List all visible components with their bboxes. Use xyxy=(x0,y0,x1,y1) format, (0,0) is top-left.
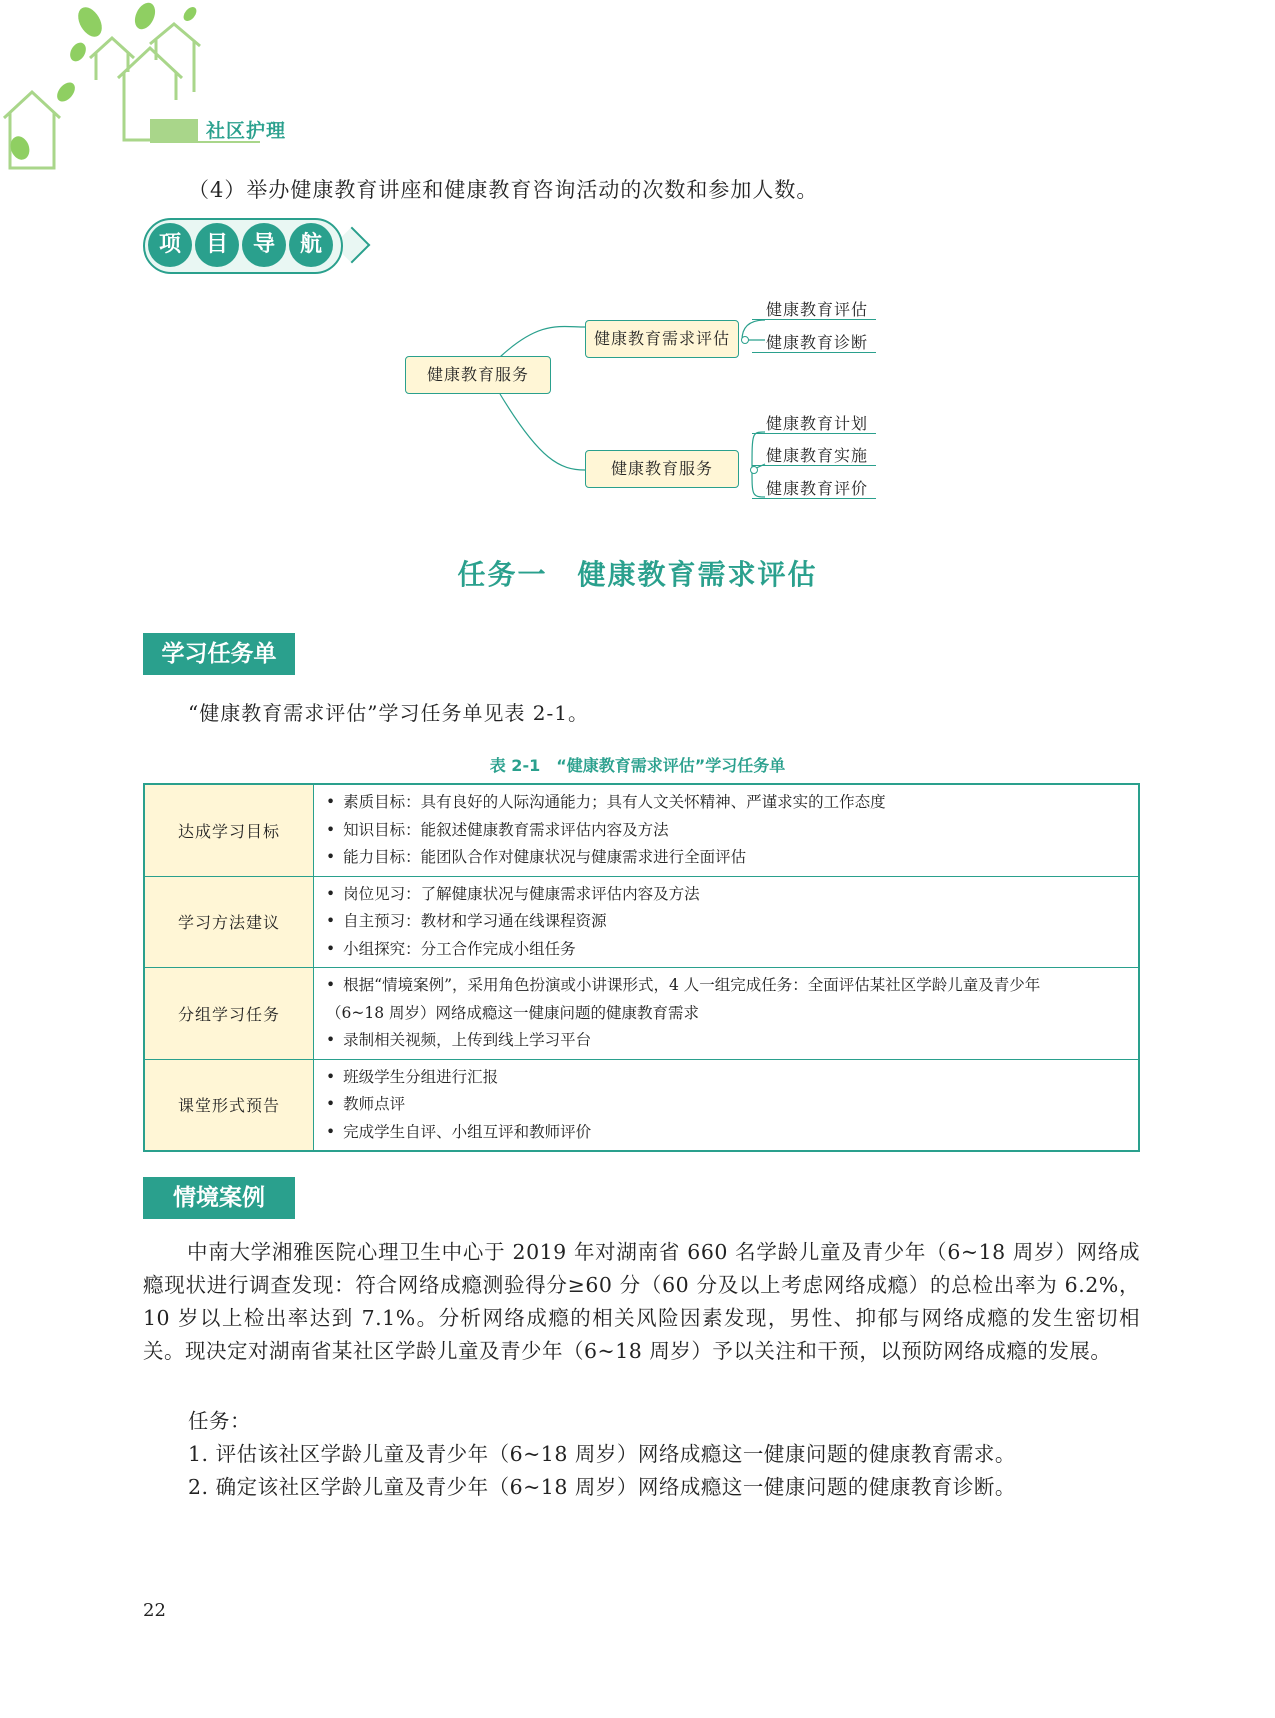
row-item: • 知识目标：能叙述健康教育需求评估内容及方法 xyxy=(326,817,1128,845)
mindmap-leaf-underline xyxy=(752,319,876,320)
nav-char: 航 xyxy=(289,223,333,267)
row-content xyxy=(314,968,1140,1060)
table-row xyxy=(144,968,1139,1060)
study-intro: “健康教育需求评估”学习任务单见表 2-1。 xyxy=(188,701,590,725)
case-task-item: 1. 评估该社区学龄儿童及青少年（6~18 周岁）网络成瘾这一健康问题的健康教育需求。 xyxy=(188,1442,1016,1466)
mindmap-branch-service: 健康教育服务 xyxy=(585,450,739,488)
row-content xyxy=(314,876,1140,968)
nav-char: 导 xyxy=(242,223,286,267)
row-item: • 岗位见习：了解健康状况与健康需求评估内容及方法 xyxy=(326,881,1128,909)
row-item: • 根据“情境案例”，采用角色扮演或小讲课形式，4 人一组完成任务：全面评估某社区学龄儿童及青少年 xyxy=(326,972,1128,1000)
mindmap-branch-needs-assessment: 健康教育需求评估 xyxy=(585,320,739,358)
row-label: 达成学习目标 xyxy=(144,784,314,876)
intro-line: （4）举办健康教育讲座和健康教育咨询活动的次数和参加人数。 xyxy=(188,178,819,202)
page-number: 22 xyxy=(143,1600,166,1621)
table-caption: 表 2-1 “健康教育需求评估”学习任务单 xyxy=(489,756,786,775)
row-label: 分组学习任务 xyxy=(144,968,314,1060)
mindmap-connectors xyxy=(0,0,1275,520)
row-item-continuation: （6~18 周岁）网络成瘾这一健康问题的健康教育需求 xyxy=(326,1003,700,1022)
mindmap-leaf-underline xyxy=(752,433,876,434)
row-item: • 完成学生自评、小组互评和教师评价 xyxy=(326,1119,1128,1147)
table-row xyxy=(144,876,1139,968)
row-label: 课堂形式预告 xyxy=(144,1059,314,1151)
study-task-table xyxy=(143,783,1140,1152)
mindmap-leaf-underline xyxy=(752,498,876,499)
mindmap-leaf-underline xyxy=(752,352,876,353)
row-content xyxy=(314,1059,1140,1151)
mindmap-leaf: 健康教育评估 xyxy=(766,300,869,319)
task-title: 任务一 健康教育需求评估 xyxy=(457,558,818,591)
mindmap-root: 健康教育服务 xyxy=(405,356,551,394)
row-item: • 自主预习：教材和学习通在线课程资源 xyxy=(326,908,1128,936)
row-item: • 教师点评 xyxy=(326,1091,1128,1119)
row-item: • 录制相关视频，上传到线上学习平台 xyxy=(326,1027,1128,1055)
nav-char: 目 xyxy=(195,223,239,267)
mindmap-leaf-underline xyxy=(752,465,876,466)
table-row xyxy=(144,784,1139,876)
row-item: • 能力目标：能团队合作对健康状况与健康需求进行全面评估 xyxy=(326,844,1128,872)
row-item: • 班级学生分组进行汇报 xyxy=(326,1064,1128,1092)
row-content xyxy=(314,784,1140,876)
case-paragraph: 中南大学湘雅医院心理卫生中心于 2019 年对湖南省 660 名学龄儿童及青少年（6~18 周岁）网络成瘾现状进行调查发现：符合网络成瘾测验得分≥60 分（60 分及以上考虑网络成瘾）的总检出率为 6.2%，10 岁以上检出率达到 7.1%。分析网络成瘾的相关风险因素发现，男性、抑郁与网络成瘾的发生密切相关。现决定对湖南省某社区学龄儿童及青少年（6~18 周岁）予以关注和干预，以预防网络成瘾的发展。 xyxy=(143,1240,1140,1363)
study-task-tag: 学习任务单 xyxy=(143,633,295,675)
case-paragraph-block xyxy=(143,1236,1140,1368)
case-task-item: 2. 确定该社区学龄儿童及青少年（6~18 周岁）网络成瘾这一健康问题的健康教育诊断。 xyxy=(188,1475,1016,1499)
case-task-label: 任务： xyxy=(188,1409,251,1433)
table-row xyxy=(144,1059,1139,1151)
mindmap-leaf: 健康教育计划 xyxy=(766,414,869,433)
header-section-title: 社区护理 xyxy=(206,120,287,142)
case-tag: 情境案例 xyxy=(143,1177,295,1219)
row-item: • 小组探究：分工合作完成小组任务 xyxy=(326,936,1128,964)
nav-char: 项 xyxy=(148,223,192,267)
mindmap-leaf: 健康教育诊断 xyxy=(766,333,869,352)
row-label: 学习方法建议 xyxy=(144,876,314,968)
mindmap-leaf: 健康教育评价 xyxy=(766,479,869,498)
row-item: • 素质目标：具有良好的人际沟通能力；具有人文关怀精神、严谨求实的工作态度 xyxy=(326,789,1128,817)
mindmap-leaf: 健康教育实施 xyxy=(766,446,869,465)
